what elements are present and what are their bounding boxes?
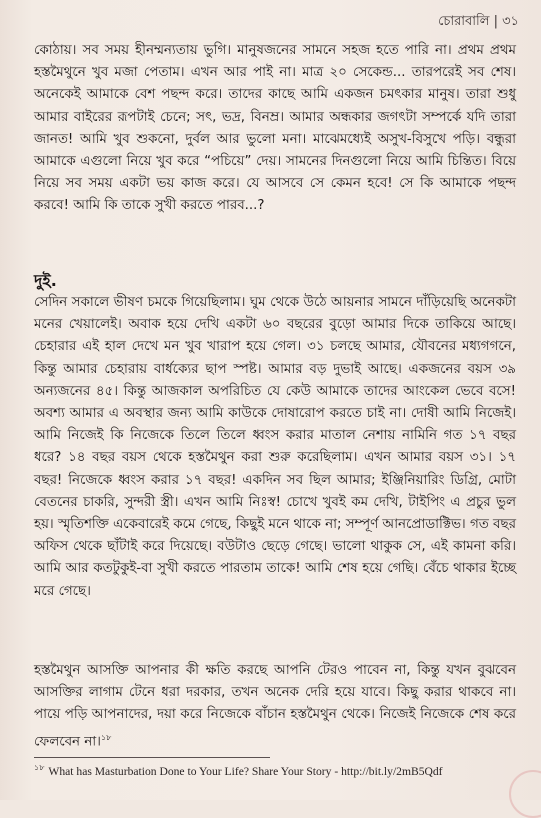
paragraph-2: সেদিন সকালে ভীষণ চমকে গিয়েছিলাম। ঘুম থেকে উঠে আয়নার সামনে দাঁড়িয়েছি অনেকটা মনের খেয়ালেই। অবাক হয়ে দেখি একটা ৬০ বছরের বুড়ো আমার দিকে তাকিয়ে আছে। চেহারার এই হাল দেখে মন খুব খারাপ হয়ে গেল। ৩১ চলছে আমার, যৌবনের মধ্যগগনে, কিন্তু আমার চেহারায় বার্ধক্যের ছাপ স্পষ্ট। আমার বড় দুভাই আছে। একজনের বয়স ৩৯ অন্যজনের ৪৫। কিন্তু আজকাল অপরিচিত যে কেউ আমাকে তাদের আংকেল ভেবে বসে! অবশ্য আমার এ অবস্থার জন্য আমি কাউকে দোষারোপ করতে চাই না। দোষী আমি নিজেই। আমি নিজেই কি নিজেকে তিলে তিলে ধ্বংস করার মাতাল নেশায় নামিনি গত ১৭ বছর ধরে? ১৪ বছর বয়স থেকে হস্তমৈথুন করা শুরু করেছিলাম। এখন আমার বয়স ৩১। ১৭ বছর! নিজেকে ধ্বংস করার ১৭ বছর! একদিন সব ছিল আমার; ইঞ্জিনিয়ারিং ডিগ্রি, মোটা বেতনের চাকরি, সুন্দরী স্ত্রী। এখন আমি নিঃস্ব! চোখে খুবই কম দেখি, টাইপিং এ প্রচুর ভুল হয়। স্মৃতিশক্তি একেবারেই কমে গেছে, কিছুই মনে থাকে না; সম্পূর্ণ আনপ্রোডাক্টিভ। গত বছর অফিস থেকে ছাঁটাই করে দিয়েছে। বউটাও ছেড়ে গেছে। ভালো থাকুক সে, এই কামনা করি। আমি আর কতটুকুই-বা সুখী করতে পারতাম তাকে! আমি শেষ হয়ে গেছি। বেঁচে থাকার ইচ্ছে মরে গেছে। [34, 295, 516, 599]
footnote-text: What has Masturbation Done to Your Life? Share Your Story - http://bit.ly/2mB5Qdf [48, 764, 443, 778]
section-heading: দুই. [34, 271, 57, 290]
paragraph-3-text: হস্তমৈথুন আসক্তি আপনার কী ক্ষতি করছে আপনি টেরও পাবেন না, কিন্তু যখন বুঝবেন আসক্তির লাগাম টেনে ধরা দরকার, তখন অনেক দেরি হয়ে যাবে। কিছু করার থাকবে না। পায়ে পড়ি আপনাদের, দয়া করে নিজেকে বাঁচান হস্তমৈথুন থেকে। নিজেই নিজেকে শেষ করে ফেলবেন না। [34, 663, 516, 750]
running-head: চোরাবালি | ৩১ [438, 14, 519, 29]
footnote-divider [34, 757, 270, 758]
paragraph-1: কোঠায়। সব সময় হীনম্মন্যতায় ভুগি। মানুষজনের সামনে সহজ হতে পারি না। প্রথম প্রথম হস্তমৈথুনে খুব মজা পেতাম। এখন আর পাই না। মাত্র ২০ সেকেন্ড... তারপরেই সব শেষ। অনেকেই আমাকে বেশ পছন্দ করে। তাদের কাছে আমি একজন চমৎকার মানুষ। তারা শুধু আমার বাইরের রূপটাই চেনে; সৎ, ভদ্র, বিনম্র। আমার অন্ধকার জগৎটা সম্পর্কে যদি তারা জানত! আমি খুব শুকনো, দুর্বল আর ভুলো মনা। মাঝেমধ্যেই অসুখ-বিসুখে পড়ি। বন্ধুরা আমাকে এগুলো নিয়ে খুব করে “পচিয়ে” দেয়। সামনের দিনগুলো নিয়ে আমি চিন্তিত। বিয়ে নিয়ে সব সময় একটা ভয় কাজ করে। যে আসবে সে কেমন হবে! সে কি আমাকে পছন্দ করবে! আমি কি তাকে সুখী করতে পারব...? [34, 43, 516, 214]
footnote [34, 762, 524, 778]
footnote-mark: ১৮ [34, 763, 45, 772]
footnote-reference: ১৮ [100, 732, 112, 742]
paragraph-3 [34, 660, 516, 753]
